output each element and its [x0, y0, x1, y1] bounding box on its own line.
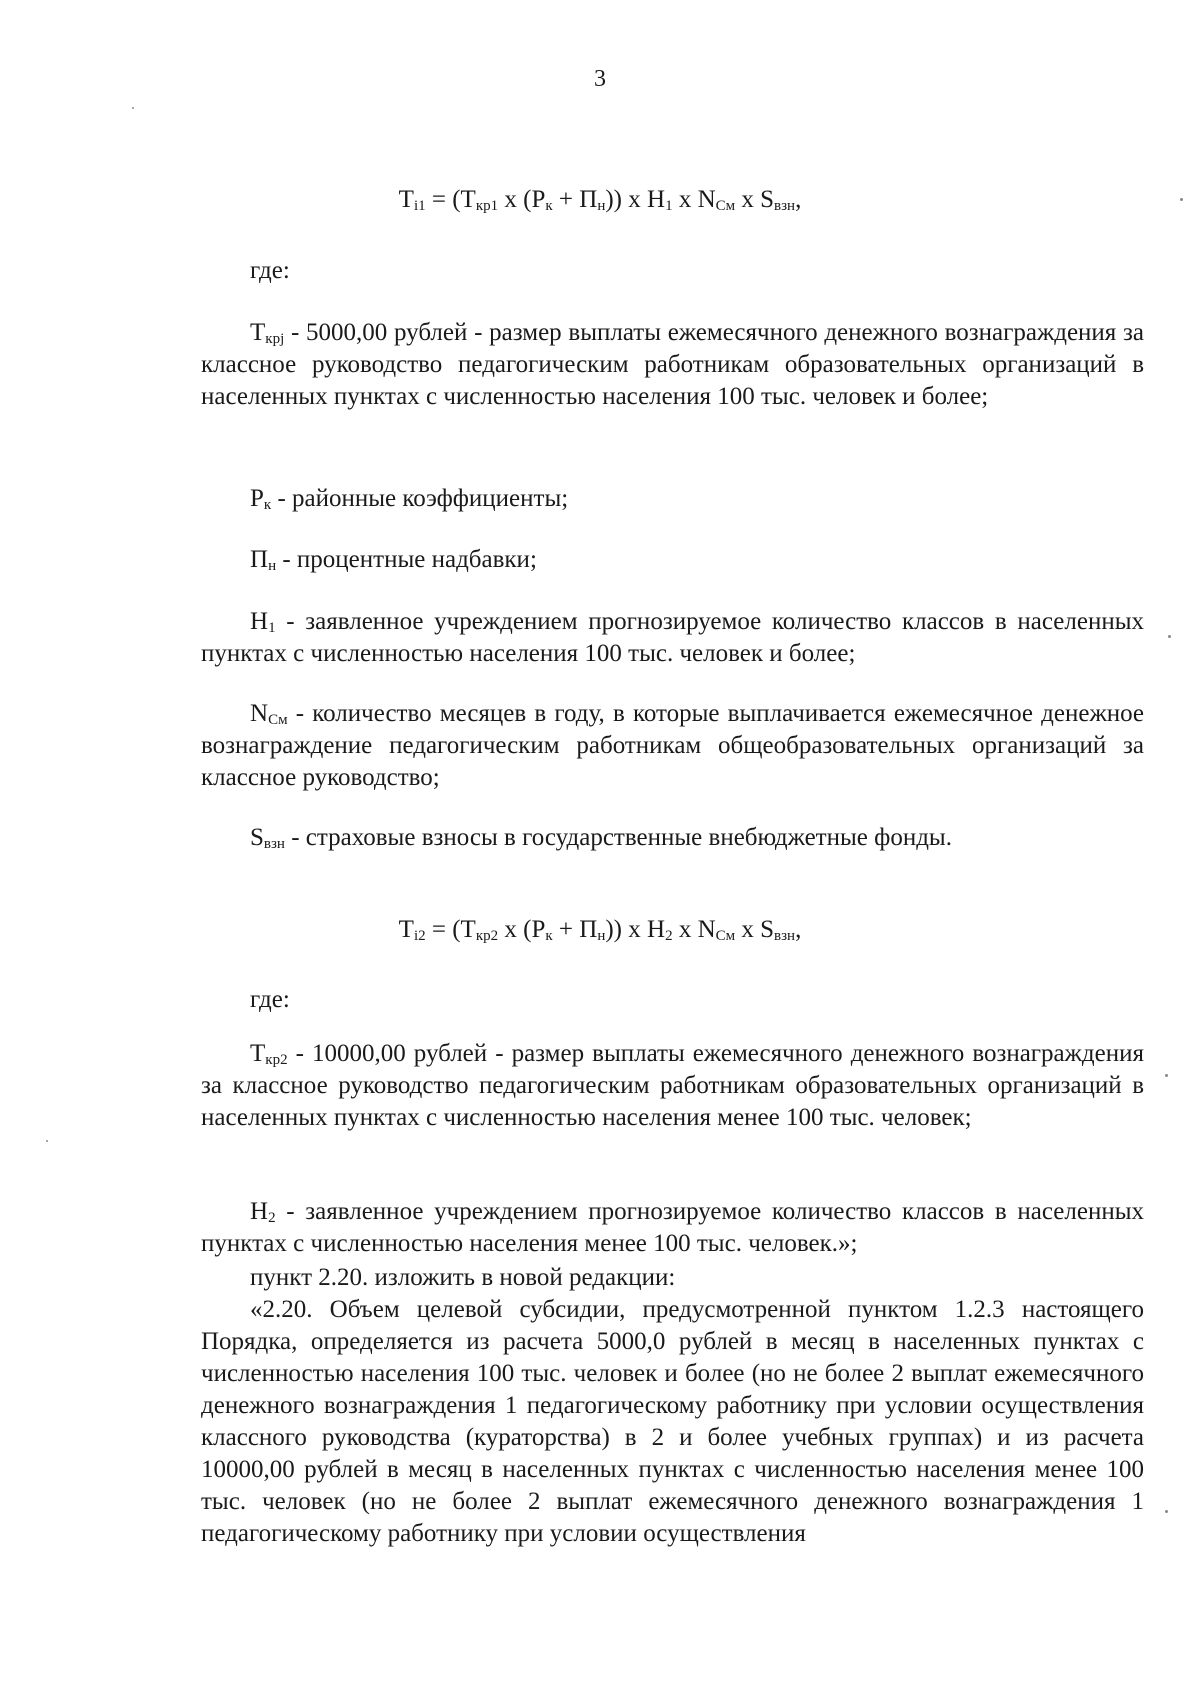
formula-ti1: Ti1 = (Tкр1 x (Рк + Пн)) x Н1 x NСм x Sвзн, — [398, 186, 802, 214]
scan-speck — [46, 1140, 48, 1142]
definition-svzn: $S_{взн}$ - страховые взносы в государственные внебюджетные фонды. — [250, 824, 952, 852]
scan-speck — [1165, 1074, 1168, 1077]
point-220-text: «2.20. Объем целевой субсидии, предусмотренной пунктом 1.2.3 настоящего Порядка, определяется из расчета 5000,0 рублей в месяц в населенных пунктах с численностью населения 100 тыс. человек и более (но не более 2 выплат ежемесячного денежного вознаграждения 1 педагогическому работнику при условии осуществления классного руководства (кураторства) в 2 и более учебных группах) и из расчета 10000,00 рублей в месяц в населенных пунктах с численностью населения менее 100 тыс. человек (но не более 2 выплат ежемесячного денежного вознаграждения 1 педагогическому работнику при условии осуществления — [201, 1296, 1144, 1547]
where-label: где: — [250, 257, 290, 284]
definition-h1: $Н_1$ - заявленное учреждением прогнозируемое количество классов в населенных пунктах с численностью населения 100 тыс. человек и более; — [201, 608, 1144, 667]
definition-tkr1: $Т_{крj} - 5000,00$ рублей - размер выплаты ежемесячного денежного вознаграждения за классное руководство педагогическим работникам образовательных организаций в населенных пунктах с численностью населения 100 тыс. человек и более; — [201, 319, 1144, 410]
definition-pk: $Р_к$ - районные коэффициенты; — [250, 485, 569, 513]
where-label: где: — [250, 986, 290, 1013]
point-220-intro: пункт 2.20. изложить в новой редакции: — [250, 1264, 676, 1291]
page-number: 3 — [594, 66, 606, 92]
formula-ti2: Ti2 = (Tкр2 x (Рк + Пн)) x Н2 x NСм x Sвзн, — [398, 916, 802, 944]
scan-speck — [1165, 1510, 1168, 1513]
definition-h2: $Н_2$ - заявленное учреждением прогнозируемое количество классов в населенных пунктах с численностью населения менее 100 тыс. человек.»; — [201, 1198, 1144, 1257]
definition-ncm: $N_{См}$ - количество месяцев в году, в которые выплачивается ежемесячное денежное вознаграждение педагогическим работникам общеобразовательных организаций за классное руководство; — [201, 700, 1144, 791]
scan-speck — [1168, 635, 1171, 638]
scan-speck — [132, 107, 134, 109]
definition-pn: $П_н$ - процентные надбавки; — [250, 546, 537, 574]
definition-tkr2: $Т_{кр2} - 10000,00$ рублей - размер выплаты ежемесячного денежного вознаграждения за классное руководство педагогическим работникам образовательных организаций в населенных пунктах с численностью населения менее 100 тыс. человек; — [201, 1040, 1144, 1131]
scan-speck — [1180, 198, 1183, 201]
